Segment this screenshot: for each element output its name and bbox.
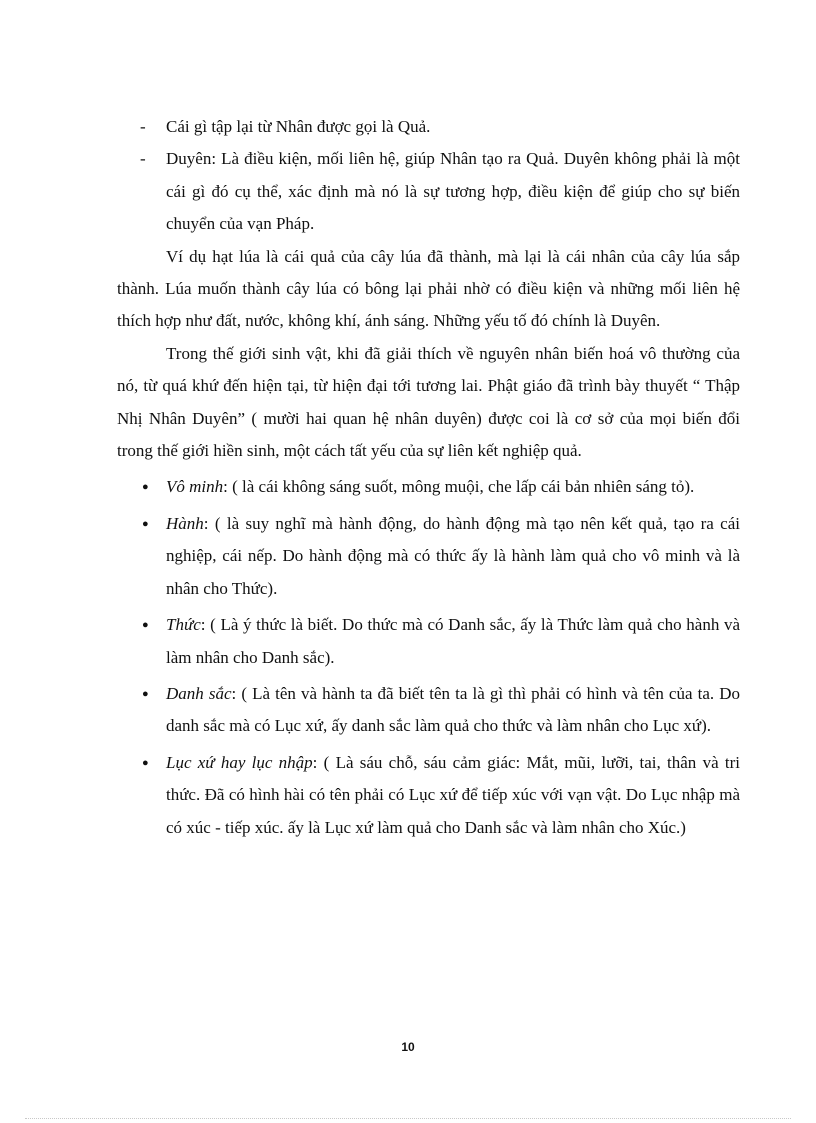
bullet-text: : ( Là tên và hành ta đã biết tên ta là gì thì phải có hình và tên của ta. Do danh sắc mà có Lục xứ, ấy danh sắc làm quả cho thức và làm nhân cho Lục xứ). (166, 683, 740, 736)
bullet-item-vo-minh (117, 471, 740, 503)
dash-item-text: Duyên: Là điều kiện, mối liên hệ, giúp Nhân tạo ra Quả. Duyên không phải là một cái gì đó cụ thể, xác định mà nó là sự tương hợp, điều kiện để giúp cho sự biến chuyển của vạn Pháp. (166, 149, 740, 234)
dash-list-item (117, 143, 740, 240)
dash-list-item (117, 111, 740, 143)
bullet-item-hanh (117, 508, 740, 605)
paragraph-twelve-links: Trong thế giới sinh vật, khi đã giải thích về nguyên nhân biến hoá vô thường của nó, từ quá khứ đến hiện tại, từ hiện đại tới tương lai. Phật giáo đã trình bày thuyết “ Thập Nhị Nhân Duyên” ( mười hai quan hệ nhân duyên) được coi là cơ sở của mọi biến đổi trong thế giới hiền sinh, một cách tất yếu của sự liên kết nghiệp quả. (117, 343, 740, 461)
bullet-term: Vô minh (166, 477, 224, 497)
bullet-text: : ( là cái không sáng suốt, mông muội, che lấp cái bản nhiên sáng tỏ). (223, 477, 695, 497)
footer-divider (25, 1118, 791, 1119)
bullet-item-thuc (117, 609, 740, 674)
bullet-icon: ● (142, 481, 149, 494)
bullet-text: : ( là suy nghĩ mà hành động, do hành động mà tạo nên kết quả, tạo ra cái nghiệp, cái nếp. Do hành động mà có thức ấy là hành làm quả cho vô minh và là nhân cho Thức). (166, 513, 740, 598)
bullet-icon: ● (142, 756, 149, 769)
body-text (117, 111, 740, 844)
bullet-text: : ( Là sáu chỗ, sáu cảm giác: Mắt, mũi, lưỡi, tai, thân và tri thức. Đã có hình hài có tên phải có Lục xứ để tiếp xúc với vạn vật. Do Lục nhập mà có xúc - tiếp xúc. ấy là Lục xứ làm quả cho Danh sắc và làm nhân cho Xúc.) (166, 752, 740, 837)
dash-marker: - (140, 149, 146, 169)
bullet-term: Hành (166, 513, 204, 533)
bullet-icon: ● (142, 687, 149, 700)
dash-marker: - (140, 117, 146, 136)
bullet-item-danh-sac (117, 678, 740, 743)
paragraph-example: Ví dụ hạt lúa là cái quả của cây lúa đã thành, mà lại là cái nhân của cây lúa sắp thành. Lúa muốn thành cây lúa có bông lại phải nhờ có điều kiện và những mối liên hệ thích hợp như đất, nước, không khí, ánh sáng. Những yếu tố đó chính là Duyên. (117, 246, 740, 331)
bullet-term: Lục xứ hay lục nhập (166, 752, 313, 772)
bullet-text: : ( Là ý thức là biết. Do thức mà có Danh sắc, ấy là Thức làm quả cho hành và làm nhân cho Danh sắc). (166, 615, 740, 667)
page-number: 10 (401, 1040, 415, 1054)
bullet-term: Thức (166, 615, 201, 635)
dash-item-text: Cái gì tập lại từ Nhân được gọi là Quả. (166, 117, 431, 136)
bullet-icon: ● (142, 619, 149, 632)
bullet-term: Danh sắc (166, 683, 232, 703)
bullet-icon: ● (142, 517, 149, 530)
bullet-item-luc-xu (117, 747, 740, 844)
